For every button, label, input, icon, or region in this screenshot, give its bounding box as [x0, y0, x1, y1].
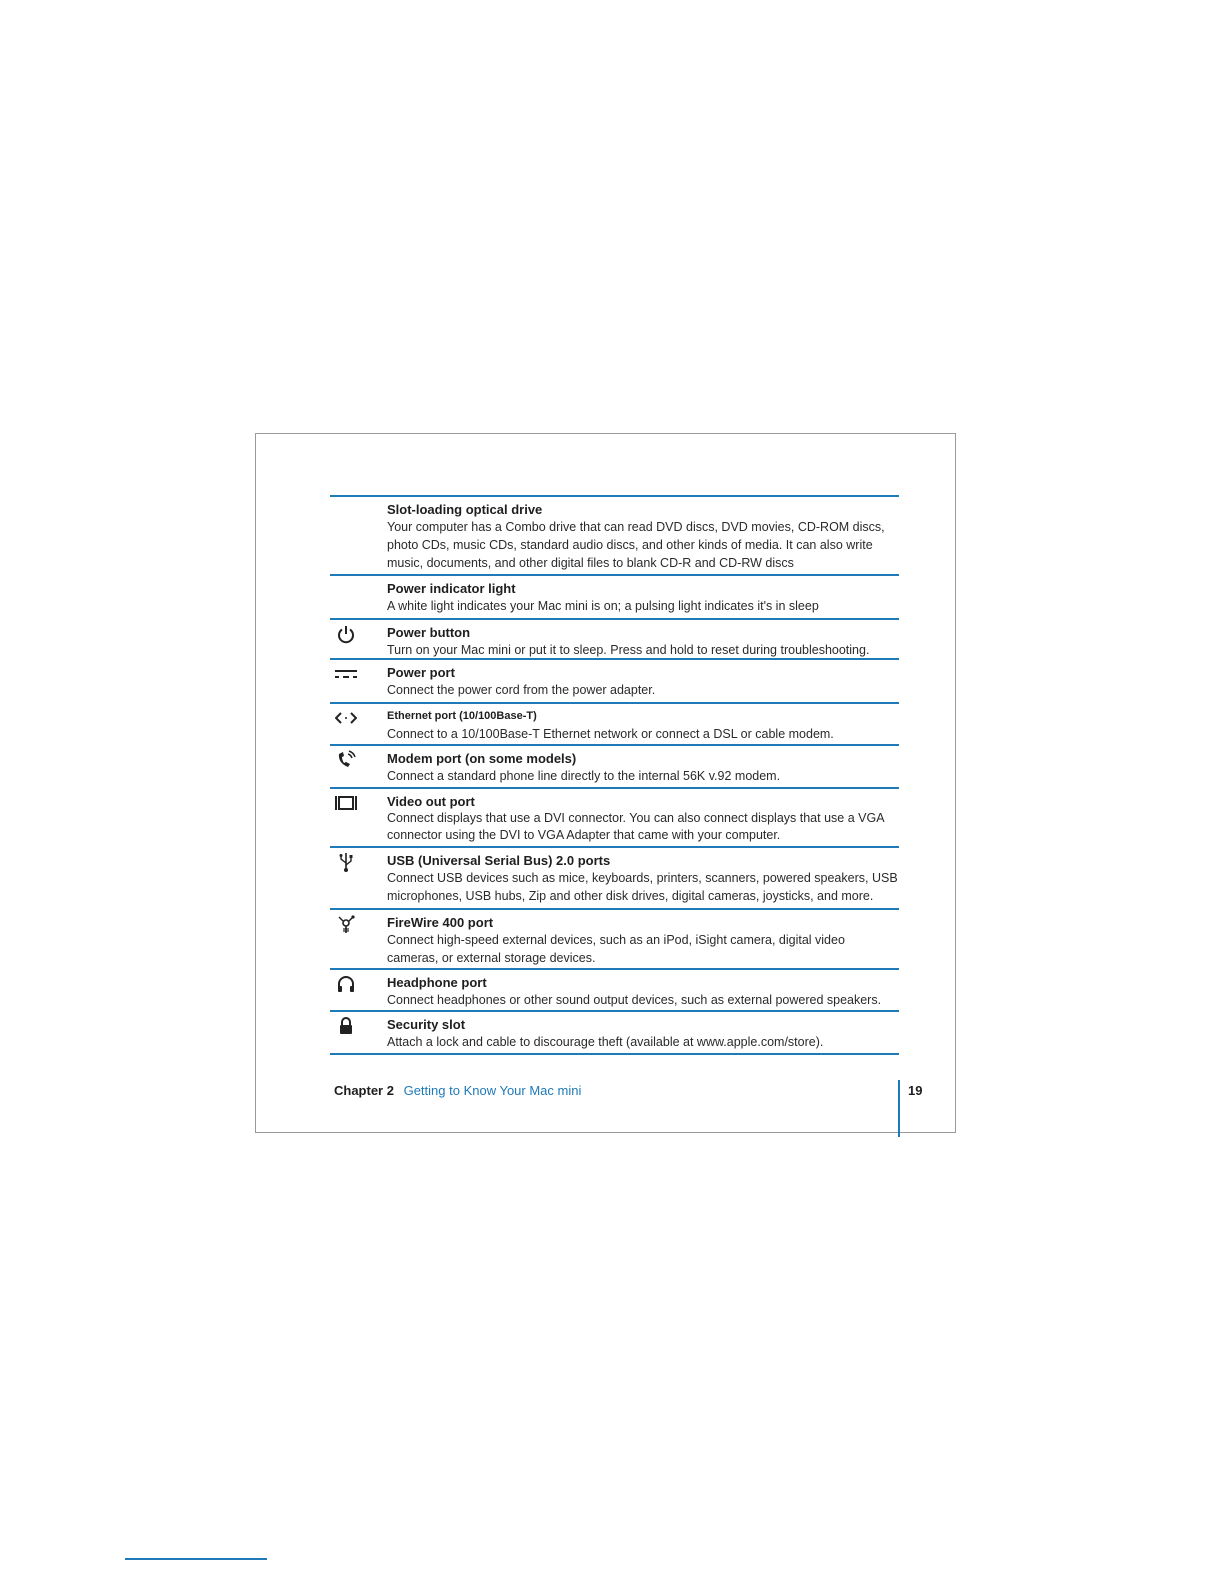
item-description: Connect headphones or other sound output devices, such as external powered speakers.	[387, 993, 882, 1007]
footer-link-rule	[125, 1558, 267, 1560]
list-item	[330, 1012, 899, 1055]
item-description: Connect the power cord from the power adapter.	[387, 683, 656, 697]
list-item	[330, 704, 899, 746]
headphone-icon	[334, 973, 358, 995]
page-footer	[334, 1082, 581, 1100]
list-item	[330, 848, 899, 910]
page-number-rule	[898, 1080, 900, 1137]
list-item	[330, 746, 899, 789]
item-title: Security slot	[387, 1017, 466, 1032]
item-title: Power indicator light	[387, 581, 516, 596]
item-description: Attach a lock and cable to discourage theft (available at www.apple.com/store).	[387, 1035, 824, 1049]
item-description: Connect a standard phone line directly to the internal 56K v.92 modem.	[387, 769, 781, 783]
item-description: Connect displays that use a DVI connector. You can also connect displays that use a VGA connector using the DVI to VGA Adapter that came with your computer.	[387, 811, 884, 842]
list-item	[330, 497, 899, 576]
chapter-label: Chapter 2	[334, 1083, 394, 1098]
list-item	[330, 620, 899, 660]
list-item	[330, 660, 899, 704]
item-title: Video out port	[387, 794, 475, 809]
list-item	[330, 910, 899, 970]
firewire-icon	[334, 913, 358, 935]
page-frame	[255, 433, 956, 1133]
list-item	[330, 789, 899, 848]
chapter-title: Getting to Know Your Mac mini	[403, 1083, 582, 1098]
item-description: A white light indicates your Mac mini is on; a pulsing light indicates it's in sleep	[387, 599, 819, 613]
item-description: Turn on your Mac mini or put it to sleep. Press and hold to reset during troubleshooting.	[387, 643, 870, 657]
ethernet-icon	[334, 707, 358, 729]
page-number: 19	[908, 1083, 923, 1098]
item-title: Ethernet port (10/100Base-T)	[387, 710, 537, 722]
list-item	[330, 970, 899, 1012]
modem-icon	[334, 749, 358, 771]
usb-icon	[334, 851, 358, 873]
item-title: Modem port (on some models)	[387, 751, 577, 766]
dc-power-icon	[334, 663, 358, 685]
item-title: Headphone port	[387, 975, 487, 990]
item-description: Connect high-speed external devices, such as an iPod, iSight camera, digital video cameras, or external storage devices.	[387, 933, 845, 965]
item-title: Power port	[387, 665, 455, 680]
item-title: Power button	[387, 625, 471, 640]
lock-icon	[334, 1015, 358, 1037]
power-icon	[334, 623, 358, 645]
item-title: Slot-loading optical drive	[387, 502, 543, 517]
video-out-icon	[334, 792, 358, 814]
item-description: Your computer has a Combo drive that can read DVD discs, DVD movies, CD-ROM discs, photo CDs, music CDs, standard audio discs, and other kinds of media. It can also write music, documents, and other digital files to blank CD-R and CD-RW discs	[387, 520, 885, 570]
item-description: Connect to a 10/100Base-T Ethernet network or connect a DSL or cable modem.	[387, 727, 834, 741]
item-description: Connect USB devices such as mice, keyboards, printers, scanners, powered speakers, USB microphones, USB hubs, Zip and other disk drives, digital cameras, joysticks, and more.	[387, 871, 898, 903]
port-table	[330, 495, 899, 1055]
item-title: USB (Universal Serial Bus) 2.0 ports	[387, 853, 611, 868]
item-title: FireWire 400 port	[387, 915, 494, 930]
list-item	[330, 576, 899, 620]
